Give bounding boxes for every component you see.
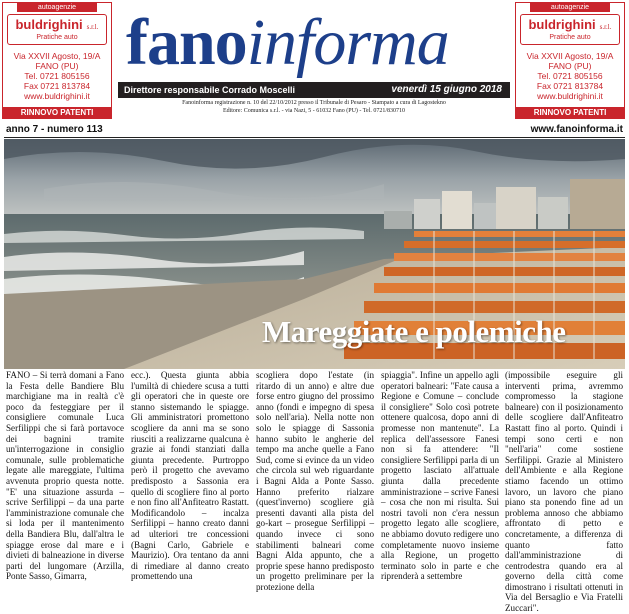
issue-number: anno 7 - numero 113 <box>6 124 103 135</box>
newspaper-logo <box>126 8 504 78</box>
ad-phone: Tel. 0721 805156 <box>537 71 603 81</box>
ad-phone: Tel. 0721 805156 <box>24 71 90 81</box>
ad-company-suffix: s.r.l. <box>86 23 99 31</box>
article-body <box>6 370 623 614</box>
header-divider <box>4 137 625 138</box>
ad-fax: Fax 0721 813784 <box>23 81 91 91</box>
headline: Mareggiate e polemiche <box>262 314 566 349</box>
logo-text-informa: informa <box>246 6 449 79</box>
ad-category: autoagenzie <box>17 3 97 12</box>
article-column-4: spiaggia". Infine un appello agli operatori balneari: "Fate causa a Regione e Comune – conclude il consigliere" Solo così potrete ottenere qualcosa, dopo anni di promesse non mantenute". La replica dell'assessore Fanesi non si fa attendere: "Il consigliere Serfilippi parla di un progetto lasciato all'attuale giunta dalla precedente amministrazione – scrive Fanesi – cosa che non mi risulta. Sui nostri tavoli non c'era nessun progetto legato alle scogliere, ne abbiamo dovuto redigere uno completamente nuovo insieme alla Regione, un progetto terminato solo in parte e che riprenderà a settembre <box>381 370 499 582</box>
ad-brand <box>520 14 620 45</box>
ad-city: FANO (PU) <box>35 61 79 71</box>
masthead-bar <box>118 82 510 98</box>
ad-website-link[interactable]: www.buldrighini.it <box>24 91 90 101</box>
ad-website-link[interactable]: www.buldrighini.it <box>537 91 603 101</box>
article-column-3: scogliera dopo l'estate (in ritardo di un anno) e altre due forse entro giugno del prossimo anno (fondi e impegno di spesa solo nell'aria). Nella notte non solo le spiagge di Sassonia hanno subito le angherie del tempo ma anche quelle a Fano Sud, come si evince da un video che circola sul web riguardante i Bagni Alda a Ponte Sasso. Hanno preferito rialzare (quest'inverno) scogliere già presenti davanti alla pista del go-kart – prosegue Serfilippi – quando invece ci sono stabilimenti balneari come Bagni Alda appunto, che a proprie spese hanno predisposto un progetto preliminare per la protezione della <box>256 370 374 592</box>
ad-fax: Fax 0721 813784 <box>536 81 604 91</box>
ad-tagline: Pratiche auto <box>36 34 78 41</box>
ad-company-name: buldrighini <box>528 17 596 32</box>
registration-line: Fanoinforma registrazione n. 10 del 22/10/2012 presso il Tribunale di Pesaro - Stampato a cura di Lagostekno <box>182 100 446 106</box>
issue-date: venerdì 15 giugno 2018 <box>391 84 502 95</box>
article-column-5: (impossibile eseguire gli interventi prima, avremmo compromesso la stagione balneare) con il posizionamento delle scogliere dall'Anfiteatro Rastatt fino al porto. Quindi i tempi sono certi e non "nell'aria" come sostiene Serfilippi. Grazie al Ministero dell'Ambiente e alla Regione stiamo facendo un ottimo lavoro, un lavoro che piano piano sta ponendo fine ad un problema annoso che abbiamo affrontato di petto e concretamente, a differenza di quanto fatto dall'amministrazione di centrodestra quando era al governo della città come dimostrano i risultati ottenuti in Via del Bersaglio e Via Fratelli Zuccari". <box>505 370 623 614</box>
ad-tagline: Pratiche auto <box>549 34 591 41</box>
ad-company-name: buldrighini <box>15 17 83 32</box>
article-column-1: FANO – Si terrà domani a Fano la Festa delle Bandiere Blu marchigiane ma in realtà c'è poco da festeggiare per il consigliere comunale Luca Serfilippi che si farà portavoce dei bagnini tramite un'interrogazione in consiglio comunale, sulle problematiche legate alle mareggiate, l'ultima avvenuta proprio questa notte. "E' una situazione assurda – scrive Serfilippi – da una parte l'amministrazione comunale che si loda per il mantenimento della Bandiera Blu, dall'altra le spiagge erose dal mare e i divieti di balneazione in diverse parti del lungomare (Arzilla, Ponte Sasso, Gimarra, <box>6 370 124 582</box>
ad-address: Via XXVII Agosto, 19/A <box>526 51 614 61</box>
website-link[interactable]: www.fanoinforma.it <box>530 124 623 135</box>
ad-contact-lines <box>516 51 624 101</box>
ad-footer-banner: RINNOVO PATENTI <box>516 107 624 118</box>
registration-info <box>118 100 510 115</box>
ad-address: Via XXVII Agosto, 19/A <box>13 51 101 61</box>
article-column-2: ecc.). Questa giunta abbia l'umiltà di chiedere scusa a tutti gli operatori che in queste ore stanno sistemando le spiagge. Gli amministratori promettono scogliere da anni ma se sono riusciti a realizzarne qualcuna è grazie ai fondi stanziati dalla giunta precedente. Purtroppo però il progetto che avevamo predisposto a Sassonia era quello di scogliere fino al porto e non fino all'Anfiteatro Rastatt. Modificandolo – incalza Serfilippi – hanno creato danni ad ulteriori tre concessioni (Bagni Carlo, Gabriele e Maurizio). Ora tentano da anni di rimediare al danno creato promettendo una <box>131 370 249 582</box>
ad-brand <box>7 14 107 45</box>
ad-city: FANO (PU) <box>548 61 592 71</box>
ad-box-left <box>2 2 112 119</box>
ad-category: autoagenzie <box>530 3 610 12</box>
ad-box-right <box>515 2 625 119</box>
director-credit: Direttore responsabile Corrado Moscelli <box>124 85 296 95</box>
ad-company-suffix: s.r.l. <box>599 23 612 31</box>
publisher-line: Editore: Comunica s.r.l. - via Nazi, 5 - 61032 Fano (PU) - Tel. 0721/830710 <box>222 107 406 114</box>
ad-contact-lines <box>3 51 111 101</box>
logo-text-fano: fano <box>126 6 247 79</box>
ad-footer-banner: RINNOVO PATENTI <box>3 107 111 118</box>
